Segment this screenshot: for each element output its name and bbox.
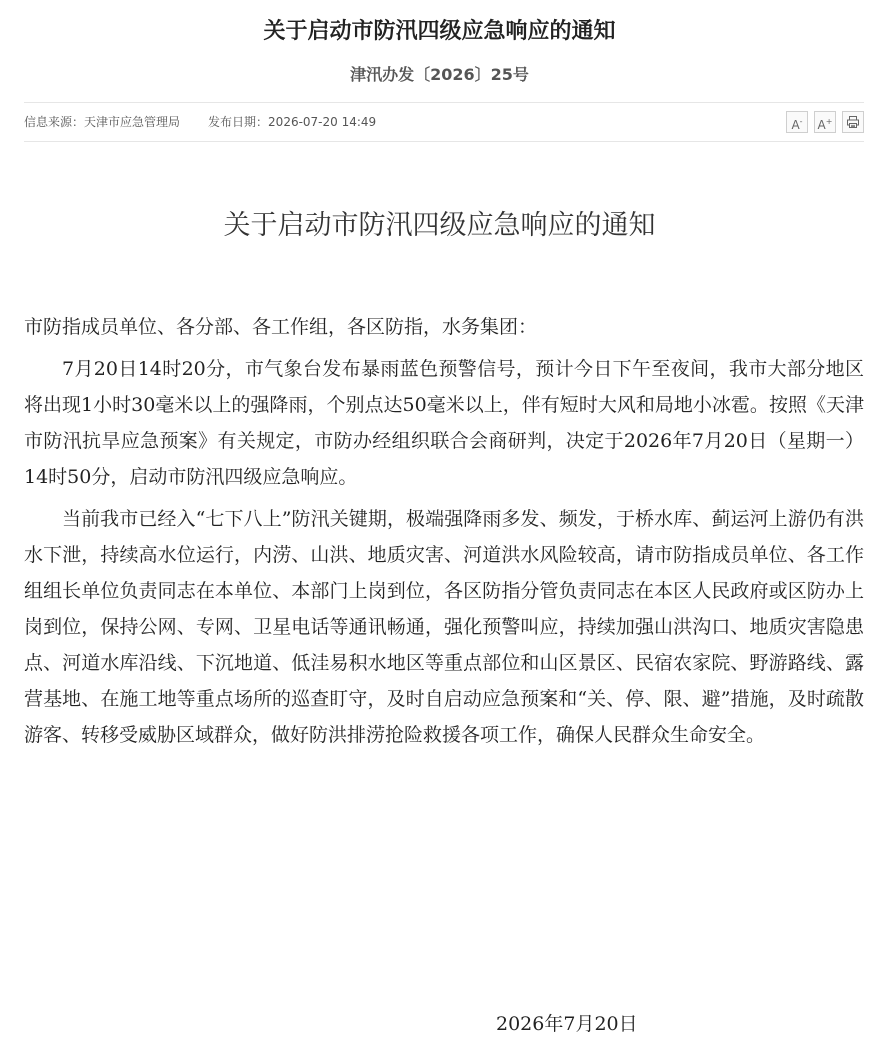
- article-title: 关于启动市防汛四级应急响应的通知: [223, 210, 656, 241]
- font-decrease-label: A: [791, 118, 800, 132]
- font-decrease-sup: -: [799, 117, 803, 126]
- meta-info: [24, 103, 376, 141]
- font-increase-label: A: [817, 118, 826, 132]
- font-decrease-button[interactable]: [786, 111, 808, 133]
- font-increase-button[interactable]: [814, 111, 836, 133]
- date-value: 2026-07-20 14:49: [268, 115, 377, 129]
- signature-date: 2026年7月20日: [496, 1013, 638, 1035]
- meta-bar: [24, 102, 864, 142]
- paragraph-1: 7月20日14时20分，市气象台发布暴雨蓝色预警信号，预计今日下午至夜间，我市大部分地区将出现1小时30毫米以上的强降雨，个别点达50毫米以上，伴有短时大风和局地小冰雹。按照《天津市防汛抗旱应急预案》有关规定，市防办经组织联合会商研判，决定于2026年7月20日（星期一）14时50分，启动市防汛四级应急响应。: [24, 358, 864, 488]
- print-icon: [846, 115, 860, 129]
- source-label: 信息来源：: [24, 115, 85, 129]
- document-number: 津汛办发〔2026〕25号: [350, 65, 529, 84]
- font-increase-sup: +: [825, 117, 833, 126]
- salutation: 市防指成员单位、各分部、各工作组，各区防指，水务集团：: [24, 316, 538, 338]
- article-body: [24, 309, 864, 759]
- source-value: 天津市应急管理局: [84, 115, 181, 129]
- paragraph-2: 当前我市已经入“七下八上”防汛关键期，极端强降雨多发、频发，于桥水库、蓟运河上游仍有洪水下泄，持续高水位运行，内涝、山洪、地质灾害、河道洪水风险较高，请市防指成员单位、各工作组组长单位负责同志在本单位、本部门上岗到位，各区防指分管负责同志在本区人民政府或区防办上岗到位，保持公网、专网、卫星电话等通讯畅通，强化预警叫应，持续加强山洪沟口、地质灾害隐患点、河道水库沿线、下沉地道、低洼易积水地区等重点部位和山区景区、民宿农家院、野游路线、露营基地、在施工地等重点场所的巡查盯守，及时自启动应急预案和“关、停、限、避”措施，及时疏散游客、转移受威胁区域群众，做好防洪排涝抢险救援各项工作，确保人民群众生命安全。: [24, 508, 864, 746]
- header-title: 关于启动市防汛四级应急响应的通知: [263, 19, 616, 44]
- tool-buttons: [780, 111, 864, 133]
- print-button[interactable]: [842, 111, 864, 133]
- date-label: 发布日期：: [208, 115, 269, 129]
